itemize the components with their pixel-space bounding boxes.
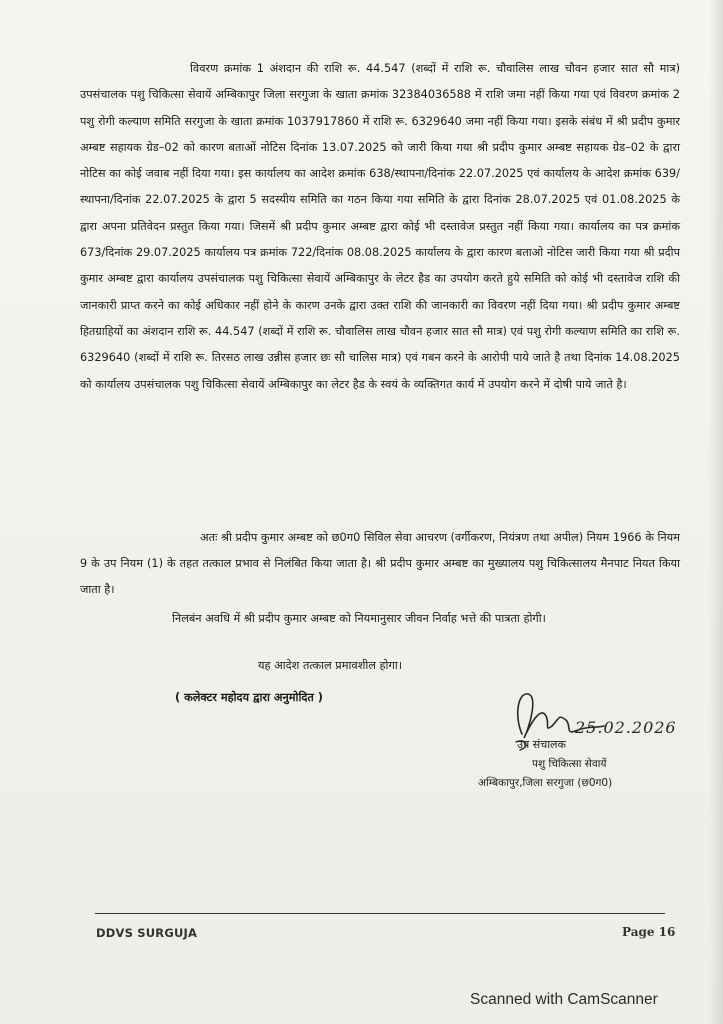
signatory-designation: उप संचालक bbox=[517, 738, 566, 751]
approval-line: ( कलेक्टर महोदय द्वारा अनुमोदित ) bbox=[175, 691, 323, 704]
scanner-watermark: Scanned with CamScanner bbox=[470, 991, 658, 1008]
paragraph-3: निलबंन अवधि में श्री प्रदीप कुमार अम्बष्ट को नियमानुसार जीवन निर्वाह भत्ते की पात्रता होगी। bbox=[172, 612, 546, 625]
footer-office-code: DDVS SURGUJA bbox=[96, 926, 198, 940]
paragraph-2: अतः श्री प्रदीप कुमार अम्बष्ट को छ0ग0 सिविल सेवा आचरण (वर्गीकरण, नियंत्रण तथा अपील) नियम 1966 के नियम 9 के उप नियम (1) के तहत तत्काल प्रभाव से निलंबित किया जाता है। श्री प्रदीप कुमार अम्बष्ट का मुख्यालय पशु चिकित्सालय मैनपाट नियत किया जाता है। bbox=[80, 531, 680, 596]
footer-divider bbox=[95, 913, 665, 914]
order-effective-line: यह आदेश तत्काल प्रमावशील होगा। bbox=[258, 659, 403, 672]
paragraph-1: विवरण क्रमांक 1 अंशदान की राशि रू. 44.547 (शब्दों में राशि रू. चौवालिस लाख चौवन हजार सात सौ मात्र) उपसंचालक पशु चिकित्सा सेवायें अम्बिकापुर जिला सरगुजा के खाता क्रमांक 32384036588 में राशि जमा नहीं किया गया एवं विवरण क्रमांक 2 पशु रोगी कल्याण समिति सरगुजा के खाता क्रमांक 1037917860 में राशि रू. 6329640 जमा नहीं किया गया। इसके संबंध में श्री प्रदीप कुमार अम्बष्ट सहायक ग्रेड–02 को कारण बताओं नोटिस दिनांक 13.07.2025 को जारी किया गया श्री प्रदीप कुमार अम्बष्ट सहायक ग्रेड–02 के द्वारा नोटिस का कोई जवाब नहीं दिया गया। इस कार्यालय का आदेश क्रमांक 638/स्थापना/दिनांक 22.07.2025 एवं कार्यालय के आदेश क्रमांक 639/स्थापना/दिनांक 22.07.2025 के द्वारा 5 सदस्यीय समिति का गठन किया गया समिति के द्वारा दिनांक 28.07.2025 एवं 01.08.2025 के द्वारा अपना प्रतिवेदन प्रस्तुत किया गया। जिसमें श्री प्रदीप कुमार अम्बष्ट द्वारा कोई भी दस्तावेज प्रस्तुत नहीं किया गया। कार्यालय का पत्र क्रमांक 673/दिनांक 29.07.2025 कार्यालय पत्र क्रमांक 722/दिनांक 08.08.2025 कार्यालय के द्वारा कारण बताओ नोटिस जारी किया गया श्री प्रदीप कुमार अम्बष्ट द्वारा कार्यालय उपसंचालक पशु चिकित्सा सेवायें अम्बिकापुर के लेटर हैड का उपयोग करते हुये समिति को कोई भी दस्तावेज राशि की जानकारी प्राप्त करने का कोई अधिकार नहीं होने के कारण उनके द्वारा उक्त राशि की जानकारी का विवरण नहीं दिया गया। श्री प्रदीप कुमार अम्बष्ट हितग्राहियों का अंशदान राशि रू. 44.547 (शब्दों में राशि रू. चौवालिस लाख चौवन हजार सात सौ मात्र) एवं पशु रोगी कल्याण समिति का राशि रू. 6329640 (शब्दों में राशि रू. तिरसठ लाख उन्नीस हजार छः सौ चालिस मात्र) एवं गबन करने के आरोपी पाये जाते है तथा दिनांक 14.08.2025 को कार्यालय उपसंचालक पशु चिकित्सा सेवायें अम्बिकापुर का लेटर हैड के स्वयं के व्यक्तिगत कार्य में उपयोग करने में दोषी पाये जाते है। bbox=[80, 62, 680, 391]
signatory-address: अम्बिकापुर,जिला सरगुजा (छ0ग0) bbox=[478, 777, 613, 789]
page-number: Page 16 bbox=[622, 925, 676, 939]
handwritten-date: 25.02.2026 bbox=[575, 718, 677, 737]
scan-edge-shadow bbox=[709, 0, 723, 1024]
signatory-office: पशु चिकित्सा सेवायें bbox=[532, 758, 607, 770]
